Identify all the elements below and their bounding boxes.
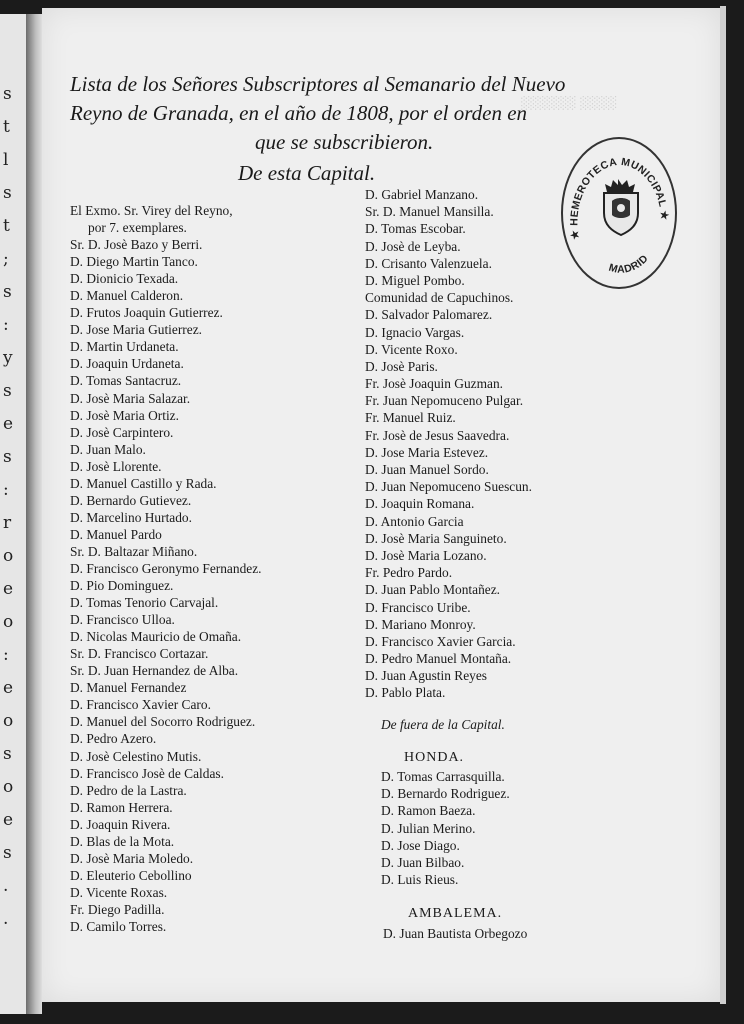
subscriber-entry: D. Francisco Josè de Caldas. bbox=[70, 765, 224, 781]
stamp-graphic bbox=[563, 139, 675, 287]
adjacent-page-letter: o bbox=[3, 777, 14, 797]
subscriber-entry: D. Blas de la Mota. bbox=[70, 833, 175, 849]
adjacent-page-letter: s bbox=[3, 843, 12, 863]
subscriber-entry: D. Mariano Monroy. bbox=[365, 616, 476, 632]
subscriber-entry: D. Josè Maria Salazar. bbox=[70, 390, 191, 406]
subscriber-entry: Comunidad de Capuchinos. bbox=[365, 290, 514, 306]
adjacent-page-letter: e bbox=[3, 810, 14, 830]
subscriber-entry: Sr. D. Manuel Mansilla. bbox=[365, 204, 494, 220]
subscriber-entry: D. Vicente Roxas. bbox=[70, 884, 168, 900]
adjacent-page-letter: t bbox=[3, 216, 10, 236]
section-heading-outside-capital: De fuera de la Capital. bbox=[381, 717, 505, 732]
subscriber-entry: Sr. D. Francisco Cortazar. bbox=[70, 646, 209, 662]
adjacent-page-letter: t bbox=[3, 117, 10, 137]
subscriber-entry: D. Manuel Pardo bbox=[70, 526, 162, 542]
subscriber-entry: D. Tomas Escobar. bbox=[365, 221, 466, 237]
subscriber-entry: D. Crisanto Valenzuela. bbox=[365, 255, 492, 271]
adjacent-page-letter: r bbox=[3, 513, 12, 533]
subscriber-entry: Sr. D. Juan Hernandez de Alba. bbox=[70, 663, 239, 679]
subscriber-entry: D. Bernardo Rodriguez. bbox=[381, 786, 510, 802]
subscriber-list-left bbox=[70, 202, 350, 935]
subscriber-entry: D. Francisco Uribe. bbox=[365, 599, 471, 615]
subscriber-entry: D. Frutos Joaquin Gutierrez. bbox=[70, 305, 223, 321]
subscriber-entry: D. Nicolas Mauricio de Omaña. bbox=[70, 629, 242, 645]
coat-of-arms-icon bbox=[604, 179, 638, 235]
subscriber-entry: D. Pedro Manuel Montaña. bbox=[365, 651, 512, 667]
library-stamp bbox=[561, 137, 677, 289]
adjacent-page-letter: e bbox=[3, 414, 14, 434]
subscriber-entry: Fr. Juan Nepomuceno Pulgar. bbox=[365, 393, 524, 409]
subscriber-entry: D. Juan Manuel Sordo. bbox=[365, 462, 489, 477]
subscriber-entry: D. Bernardo Gutievez. bbox=[70, 492, 192, 508]
adjacent-page-edge bbox=[0, 14, 28, 1014]
subscriber-entry: D. Juan Malo. bbox=[70, 441, 146, 457]
adjacent-page-letter: e bbox=[3, 678, 14, 698]
title-line-2: Reyno de Granada, en el año de 1808, por el orden en bbox=[70, 101, 528, 125]
adjacent-page-letter: o bbox=[3, 612, 14, 632]
subscriber-entry: D. Manuel Castillo y Rada. bbox=[70, 475, 217, 491]
adjacent-page-letter: : bbox=[3, 480, 9, 500]
subscriber-entry: D. Jose Maria Estevez. bbox=[365, 444, 489, 460]
subscriber-entry: D. Juan Agustin Reyes bbox=[365, 668, 487, 684]
subscriber-entry: D. Manuel Calderon. bbox=[70, 288, 184, 304]
adjacent-page-letter: e bbox=[3, 579, 14, 599]
subscriber-entry: D. Luis Rieus. bbox=[381, 872, 459, 888]
subscriber-entry: D. Miguel Pombo. bbox=[365, 272, 465, 288]
subscriber-entry: D. Joaquin Urdaneta. bbox=[70, 356, 184, 372]
subscriber-entry: Fr. Pedro Pardo. bbox=[365, 565, 453, 581]
subscriber-entry: D. Eleuterio Cebollino bbox=[70, 867, 192, 883]
subscriber-entry: D. Ignacio Vargas. bbox=[365, 324, 465, 340]
subscriber-entry: por 7. exemplares. bbox=[88, 220, 187, 236]
title-line-3: que se subscribieron. bbox=[255, 130, 434, 154]
adjacent-page-letter: l bbox=[3, 150, 9, 170]
subscriber-entry: D. Jose Diago. bbox=[381, 837, 460, 853]
subscriber-entry: D. Martin Urdaneta. bbox=[70, 339, 179, 355]
town-heading-honda: HONDA. bbox=[404, 750, 465, 765]
subscriber-entry: D. Josè Celestino Mutis. bbox=[70, 748, 202, 764]
subscriber-entry: D. Ramon Baeza. bbox=[381, 803, 476, 819]
adjacent-page-letter: y bbox=[3, 348, 13, 368]
subscriber-entry: D. Joaquin Romana. bbox=[365, 496, 475, 512]
subscriber-entry: Fr. Josè de Jesus Saavedra. bbox=[365, 427, 510, 443]
town-heading-ambalema: AMBALEMA. bbox=[408, 906, 503, 921]
subscriber-entry: D. Francisco Geronymo Fernandez. bbox=[70, 560, 262, 576]
subscriber-entry: D. Camilo Torres. bbox=[70, 918, 167, 934]
stamp-city: MADRID bbox=[607, 252, 651, 276]
adjacent-page-letter: : bbox=[3, 645, 9, 665]
subscriber-entry: Fr. Diego Padilla. bbox=[70, 901, 165, 917]
subscriber-list-honda bbox=[381, 768, 641, 888]
subscriber-entry: D. Josè Paris. bbox=[365, 358, 438, 374]
section-heading-capital: De esta Capital. bbox=[238, 161, 376, 185]
book-spine bbox=[26, 14, 42, 1014]
adjacent-page-letter: s bbox=[3, 84, 12, 104]
subscriber-entry: D. Juan Nepomuceno Suescun. bbox=[365, 479, 532, 495]
subscriber-entry: D. Joaquin Rivera. bbox=[70, 816, 171, 832]
subscriber-entry: D. Manuel del Socorro Rodriguez. bbox=[70, 714, 256, 730]
subscriber-entry: D. Josè Maria Moledo. bbox=[70, 850, 194, 866]
subscriber-entry: D. Josè Carpintero. bbox=[70, 424, 174, 440]
subscriber-entry: Sr. D. Baltazar Miñano. bbox=[70, 543, 198, 559]
page-edge-right bbox=[720, 6, 726, 1004]
adjacent-page-letter: s bbox=[3, 447, 12, 467]
subscriber-entry: D. Juan Bilbao. bbox=[381, 854, 465, 870]
subscriber-entry: D. Manuel Fernandez bbox=[70, 680, 187, 696]
subscriber-entry: D. Gabriel Manzano. bbox=[365, 187, 479, 202]
subscriber-entry: D. Tomas Tenorio Carvajal. bbox=[70, 595, 219, 611]
adjacent-page-letter: s bbox=[3, 381, 12, 401]
adjacent-page-letter: . bbox=[3, 909, 9, 929]
subscriber-entry: D. Pablo Plata. bbox=[365, 685, 446, 701]
subscriber-entry: D. Ramon Herrera. bbox=[70, 799, 173, 815]
subscriber-ambalema: D. Juan Bautista Orbegozo bbox=[383, 926, 528, 941]
subscriber-entry: D. Salvador Palomarez. bbox=[365, 307, 493, 323]
adjacent-page-letter: o bbox=[3, 711, 14, 731]
subscriber-entry: D. Diego Martin Tanco. bbox=[70, 254, 198, 270]
subscriber-entry: D. Jose Maria Gutierrez. bbox=[70, 322, 202, 338]
subscriber-entry: D. Pedro Azero. bbox=[70, 731, 157, 747]
subscriber-entry: D. Josè Maria Sanguineto. bbox=[365, 530, 507, 546]
subscriber-entry: Fr. Manuel Ruiz. bbox=[365, 410, 456, 426]
subscriber-entry: D. Josè Maria Lozano. bbox=[365, 547, 487, 563]
adjacent-page-letter: ; bbox=[3, 249, 9, 269]
adjacent-page-letter: s bbox=[3, 282, 12, 302]
subscriber-entry: Sr. D. Josè Bazo y Berri. bbox=[70, 237, 203, 253]
stamp-text: ★ HEMEROTECA MUNICIPAL ★ bbox=[568, 155, 671, 241]
title-line-1: Lista de los Señores Subscriptores al Semanario del Nuevo bbox=[70, 72, 566, 96]
subscriber-entry: D. Tomas Santacruz. bbox=[70, 373, 182, 389]
subscriber-entry: D. Tomas Carrasquilla. bbox=[381, 769, 505, 784]
subscriber-entry: D. Juan Pablo Montañez. bbox=[365, 582, 500, 598]
subscriber-entry: D. Marcelino Hurtado. bbox=[70, 509, 192, 525]
svg-text:MADRID bbox=[607, 252, 650, 275]
adjacent-page-letter: s bbox=[3, 183, 12, 203]
subscriber-entry: D. Pedro de la Lastra. bbox=[70, 782, 187, 798]
subscriber-entry: D. Francisco Xavier Caro. bbox=[70, 697, 211, 713]
subscriber-entry: El Exmo. Sr. Virey del Reyno, bbox=[70, 203, 233, 218]
adjacent-page-letter: o bbox=[3, 546, 14, 566]
subscriber-entry: D. Francisco Xavier Garcia. bbox=[365, 633, 516, 649]
subscriber-entry: D. Francisco Ulloa. bbox=[70, 612, 175, 628]
adjacent-page-letter: . bbox=[3, 876, 9, 896]
subscriber-entry: D. Vicente Roxo. bbox=[365, 341, 458, 357]
subscriber-entry: Fr. Josè Joaquin Guzman. bbox=[365, 376, 503, 392]
show-through-text: ░░░░ ░░░░░░ bbox=[520, 96, 617, 110]
subscriber-entry: D. Julian Merino. bbox=[381, 820, 476, 836]
subscriber-entry: D. Josè de Leyba. bbox=[365, 238, 461, 254]
subscriber-entry: D. Pio Dominguez. bbox=[70, 578, 174, 594]
subscriber-entry: D. Josè Maria Ortiz. bbox=[70, 407, 179, 423]
adjacent-page-letter: s bbox=[3, 744, 12, 764]
subscriber-entry: D. Josè Llorente. bbox=[70, 458, 162, 474]
subscriber-entry: D. Antonio Garcia bbox=[365, 513, 464, 529]
adjacent-page-letter: : bbox=[3, 315, 9, 335]
subscriber-entry: D. Dionicio Texada. bbox=[70, 271, 179, 287]
